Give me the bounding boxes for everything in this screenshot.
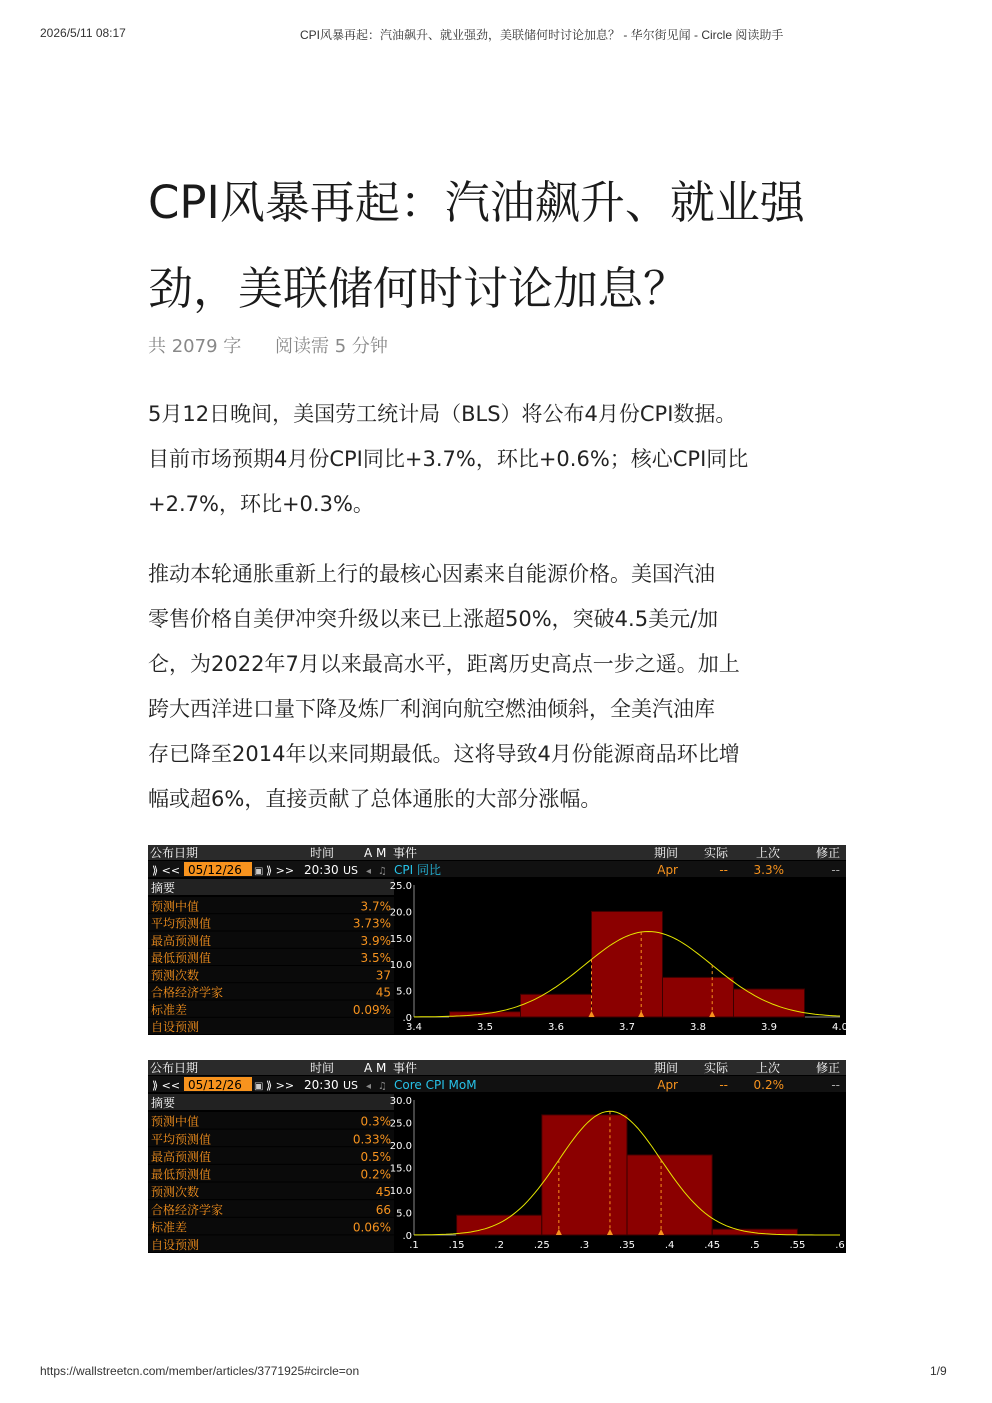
read-time: 阅读需 5 分钟 [275, 336, 388, 357]
stat-label: 最低预测值 [151, 1167, 212, 1182]
paragraph-line: 推动本轮通胀重新上行的最核心因素来自能源价格。美国汽油 [148, 562, 715, 586]
x-tick-label: .6 [835, 1240, 845, 1251]
header-am: A M [364, 1061, 387, 1075]
histogram-bar [663, 977, 734, 1017]
header-row-bg [148, 1060, 846, 1075]
header-event-col: 事件 [393, 846, 418, 860]
date-field[interactable]: 05/12/26 [188, 863, 242, 877]
x-tick-label: .25 [533, 1240, 550, 1251]
x-tick-label: 4.0 [832, 1022, 848, 1033]
release-time: 20:30 [304, 863, 339, 877]
y-tick-label: 20.0 [389, 907, 412, 919]
article-meta [148, 332, 416, 358]
stat-label: 预测次数 [151, 968, 200, 983]
stat-label: 最高预测值 [151, 933, 212, 948]
stat-label: 平均预测值 [151, 1132, 212, 1147]
stat-label: 合格经济学家 [151, 1202, 224, 1217]
bell-icon: ♫ [378, 866, 387, 877]
paragraph-line: 零售价格自美伊冲突升级以来已上涨超50%，突破4.5美元/加 [148, 607, 719, 631]
summary-title: 摘要 [151, 1096, 176, 1110]
header-time-col: 时间 [310, 846, 335, 860]
paragraph-line: 跨大西洋进口量下降及炼厂利润向航空燃油倾斜，全美汽油库 [148, 697, 715, 721]
x-tick-label: .45 [704, 1240, 721, 1251]
info-row-bg [148, 861, 846, 877]
x-tick-label: .1 [409, 1240, 419, 1251]
y-tick-label: 15.0 [389, 933, 412, 945]
header-row-bg [148, 845, 846, 860]
revised-value: -- [831, 1078, 840, 1092]
speaker-icon: ◂ [366, 866, 372, 877]
x-tick-label: .5 [750, 1240, 760, 1251]
y-tick-label: .0 [402, 1013, 412, 1024]
stat-value: 0.06% [352, 1220, 391, 1235]
y-tick-label: 20.0 [389, 1141, 412, 1152]
header-event-col: 事件 [393, 1061, 418, 1075]
page-number: 1/9 [930, 1364, 947, 1378]
prior-value: 0.2% [753, 1078, 784, 1092]
period-value: Apr [657, 863, 678, 877]
header-date-col: 公布日期 [150, 1061, 199, 1075]
stat-label: 预测中值 [151, 899, 200, 914]
summary-header-bg [148, 879, 394, 895]
speaker-icon: ◂ [366, 1081, 372, 1092]
paragraph-line: 目前市场预期4月份CPI同比+3.7%，环比+0.6%；核心CPI同比 [148, 447, 749, 471]
header-prior-col: 上次 [755, 1061, 780, 1075]
header-am: A M [364, 846, 387, 860]
stat-value: 0.3% [360, 1114, 391, 1129]
prior-value: 3.3% [753, 863, 784, 877]
stat-label: 自设预测 [151, 1238, 200, 1252]
stat-value: 0.5% [360, 1149, 391, 1164]
y-tick-label: .0 [402, 1231, 412, 1242]
nav-next-button[interactable]: ⟫ >> [266, 1079, 295, 1092]
header-actual-col: 实际 [703, 846, 728, 860]
paragraph-line: 幅或超6%，直接贡献了总体通胀的大部分涨幅。 [148, 787, 602, 811]
y-tick-label: 5.0 [396, 986, 412, 998]
actual-value: -- [719, 1078, 728, 1092]
stat-value: 3.9% [360, 933, 391, 948]
release-time: 20:30 [304, 1078, 339, 1092]
stat-value: 0.33% [352, 1132, 391, 1147]
header-actual-col: 实际 [703, 1061, 728, 1075]
x-tick-label: .15 [448, 1240, 465, 1251]
x-tick-label: 3.9 [761, 1022, 777, 1033]
summary-title: 摘要 [151, 881, 176, 895]
paragraph-2 [148, 552, 848, 822]
stat-value: 45 [375, 1185, 391, 1200]
stat-label: 平均预测值 [151, 916, 212, 931]
histogram-bar [627, 1155, 712, 1235]
paragraph-line: +2.7%，环比+0.3%。 [148, 492, 374, 516]
actual-value: -- [719, 863, 728, 877]
period-value: Apr [657, 1078, 678, 1092]
y-tick-label: 5.0 [396, 1208, 412, 1220]
paragraph-line: 存已降至2014年以来同期最低。这将导致4月份能源商品环比增 [148, 742, 740, 766]
histogram-bar [542, 1115, 627, 1235]
histogram-bar [592, 911, 663, 1017]
x-tick-label: .3 [579, 1240, 590, 1251]
stat-value: 0.09% [352, 1002, 391, 1017]
date-field[interactable]: 05/12/26 [188, 1078, 242, 1092]
nav-prev-button[interactable]: ⟫ << [152, 864, 181, 877]
histogram-bar [712, 1229, 797, 1235]
summary-header-bg [148, 1094, 394, 1110]
x-tick-label: 3.8 [690, 1022, 706, 1033]
stat-value: 3.5% [360, 951, 391, 965]
x-tick-label: 3.5 [477, 1022, 493, 1033]
core-cpi-mom-panel [148, 1060, 846, 1253]
header-prior-col: 上次 [755, 846, 780, 860]
browser-datetime: 2026/5/11 08:17 [40, 26, 126, 40]
page-url[interactable]: https://wallstreetcn.com/member/articles/3771925#circle=on [40, 1364, 360, 1378]
y-tick-label: 25.0 [389, 1118, 412, 1130]
paragraph-line: 仑，为2022年7月以来最高水平，距离历史高点一步之遥。加上 [148, 652, 740, 676]
x-tick-label: .2 [494, 1240, 504, 1251]
header-period-col: 期间 [653, 846, 678, 860]
stat-value: 3.73% [352, 916, 391, 931]
x-tick-label: .55 [789, 1240, 806, 1251]
country-code: US [343, 864, 359, 877]
y-tick-label: 25.0 [389, 881, 412, 892]
stat-value: 45 [375, 985, 391, 1000]
y-tick-label: 10.0 [389, 960, 412, 972]
core-cpi-mom-chart-svg [148, 1060, 846, 1253]
stat-label: 最低预测值 [151, 951, 212, 965]
word-count: 共 2079 字 [148, 336, 242, 357]
y-tick-label: 30.0 [389, 1096, 412, 1107]
browser-page-title: CPI风暴再起：汽油飙升、就业强劲，美联储何时讨论加息？ - 华尔街见闻 - Circle 阅读助手 [300, 28, 784, 42]
stat-value: 37 [375, 968, 391, 983]
stat-label: 自设预测 [151, 1020, 200, 1034]
x-tick-label: .4 [664, 1240, 675, 1251]
stat-label: 标准差 [151, 1002, 188, 1017]
cpi-yoy-panel [148, 845, 846, 1035]
stat-label: 标准差 [151, 1220, 188, 1235]
calendar-icon: ▣ [254, 866, 264, 877]
stat-label: 预测次数 [151, 1185, 200, 1200]
stat-label: 合格经济学家 [151, 985, 224, 1000]
revised-value: -- [831, 863, 840, 877]
calendar-icon: ▣ [254, 1081, 264, 1092]
header-period-col: 期间 [653, 1061, 678, 1075]
x-tick-label: .35 [619, 1240, 635, 1251]
event-name: Core CPI MoM [394, 1078, 477, 1092]
cpi-yoy-chart-svg [148, 845, 846, 1035]
paragraph-line: 5月12日晚间，美国劳工统计局（BLS）将公布4月份CPI数据。 [148, 402, 737, 426]
y-tick-label: 10.0 [389, 1186, 412, 1197]
header-time-col: 时间 [310, 1061, 335, 1075]
stat-value: 66 [375, 1202, 391, 1217]
x-tick-label: 3.6 [548, 1022, 564, 1033]
stat-label: 最高预测值 [151, 1149, 212, 1164]
nav-next-button[interactable]: ⟫ >> [266, 864, 295, 877]
x-tick-label: 3.4 [406, 1022, 422, 1033]
header-revised-col: 修正 [815, 846, 840, 860]
paragraph-1 [148, 392, 848, 527]
y-tick-label: 15.0 [389, 1163, 412, 1175]
header-revised-col: 修正 [815, 1061, 840, 1075]
stat-value: 0.2% [360, 1167, 391, 1182]
bell-icon: ♫ [378, 1081, 387, 1092]
histogram-bar [521, 994, 592, 1017]
stat-value: 3.7% [360, 899, 391, 914]
x-tick-label: 3.7 [619, 1022, 635, 1033]
info-row-bg [148, 1076, 846, 1092]
article-title: CPI风暴再起：汽油飙升、就业强劲，美联储何时讨论加息？ [148, 176, 805, 315]
event-name: CPI 同比 [394, 863, 441, 877]
country-code: US [343, 1079, 359, 1092]
nav-prev-button[interactable]: ⟫ << [152, 1079, 181, 1092]
stat-label: 预测中值 [151, 1114, 200, 1129]
header-date-col: 公布日期 [150, 846, 199, 860]
